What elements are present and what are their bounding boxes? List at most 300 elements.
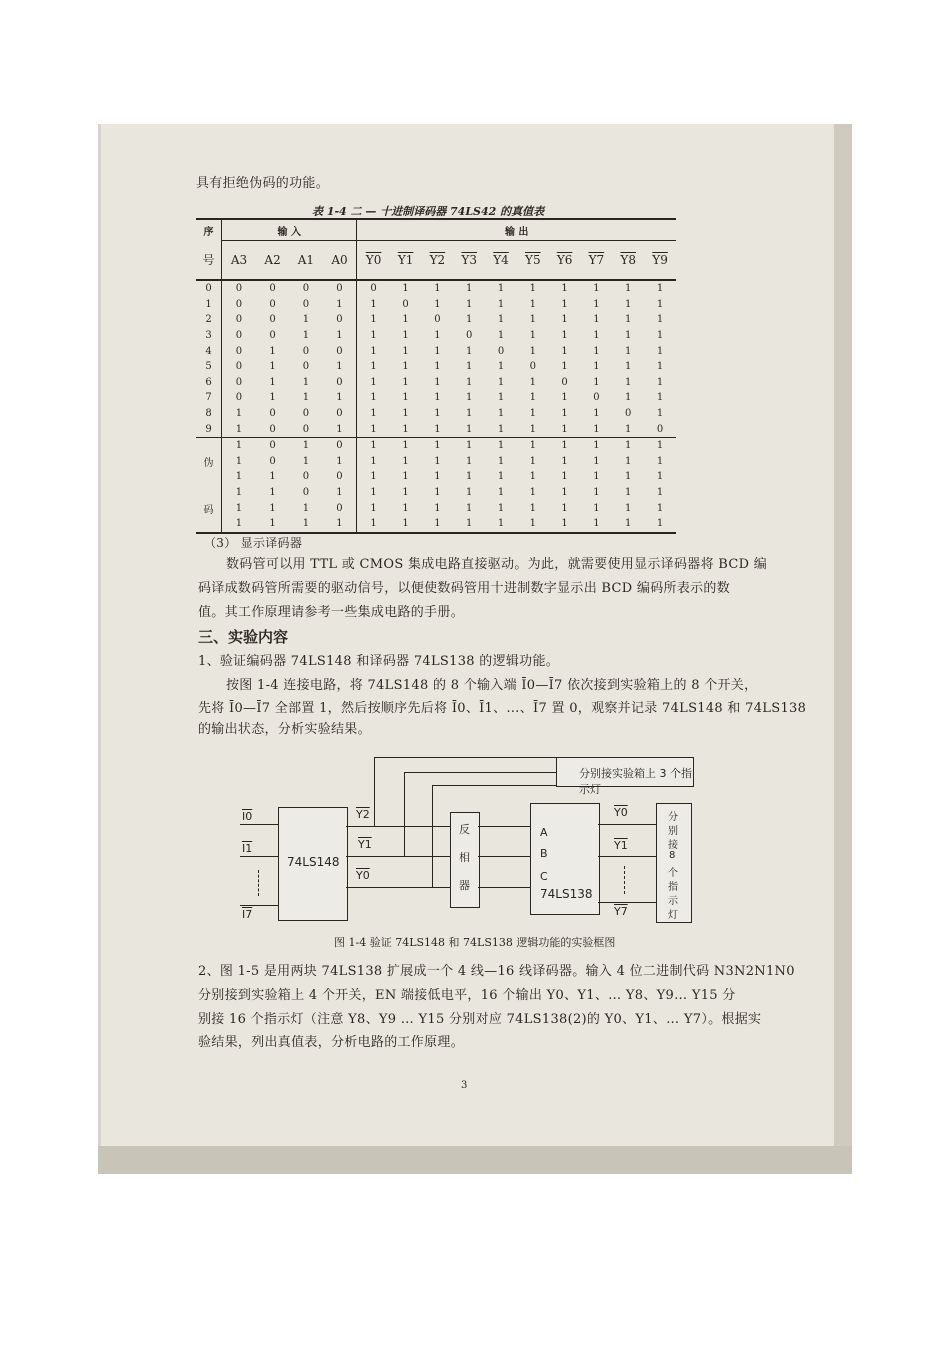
output-cell: 1 — [434, 283, 441, 295]
output-cell: 1 — [370, 487, 377, 499]
wire-top-2 — [404, 772, 556, 773]
output-col-header: Y6 — [556, 253, 573, 267]
output-cell: 1 — [656, 298, 664, 310]
output-cell: 1 — [561, 345, 568, 357]
scan-bottom-strip — [98, 1146, 852, 1174]
para3-line3: 别接 16 个指示灯（注意 Y8、Y9 … Y15 分别对应 74LS138(2)的 Y0、Y1、… Y7）。根据实 — [198, 1012, 762, 1027]
seq-cell-empty — [196, 485, 222, 501]
output-cell: 1 — [370, 361, 377, 373]
output-cell: 1 — [593, 361, 600, 373]
pseudo-row — [196, 454, 676, 470]
seq-cell: 7 — [196, 390, 222, 406]
output-cell: 1 — [593, 471, 600, 483]
output-cell: 1 — [529, 518, 536, 530]
table-row — [196, 343, 676, 359]
output-cell: 1 — [625, 330, 632, 342]
output-cell: 1 — [402, 283, 409, 295]
input-cell: 0 — [235, 314, 243, 326]
output-cell: 1 — [593, 487, 600, 499]
output-cell: 1 — [656, 487, 664, 499]
wire-y1 — [346, 856, 450, 857]
output-cell: 1 — [529, 345, 536, 357]
output-cell: 1 — [625, 345, 632, 357]
output-cell: 1 — [497, 440, 505, 452]
input-cell: 0 — [269, 423, 276, 435]
output-cell: 1 — [466, 440, 473, 452]
wire-up-y0 — [432, 785, 433, 887]
output-cell: 1 — [561, 283, 568, 295]
output-cell: 1 — [625, 518, 632, 530]
wire-i0 — [240, 824, 278, 825]
seq-cell: 2 — [196, 312, 222, 328]
output-cell: 0 — [402, 298, 409, 310]
output-cell: 1 — [434, 487, 441, 499]
input-cell: 1 — [269, 487, 276, 499]
output-col-header: Y0 — [365, 253, 382, 267]
output-cell: 1 — [434, 392, 441, 404]
label-dec-y1: Y1 — [614, 839, 628, 852]
output-col-header: Y9 — [652, 253, 668, 267]
input-cell: 1 — [323, 359, 357, 375]
input-cell: 1 — [235, 423, 243, 435]
inverter-box — [450, 812, 480, 908]
output-cell: 1 — [625, 502, 632, 514]
input-cell: 0 — [302, 283, 310, 295]
table-row — [196, 390, 676, 406]
output-cell: 1 — [370, 502, 377, 514]
output-cell: 1 — [402, 330, 409, 342]
para2-line3: 的输出状态，分析实验结果。 — [198, 722, 371, 737]
input-cell: 0 — [269, 330, 276, 342]
output-cell: 1 — [561, 518, 568, 530]
output-cell: 1 — [497, 330, 505, 342]
output-cell: 1 — [593, 518, 600, 530]
output-cell: 1 — [466, 502, 473, 514]
output-cell: 1 — [402, 408, 409, 420]
input-cell: 0 — [323, 469, 357, 485]
input-cell: 1 — [235, 518, 243, 530]
seq-cell: 4 — [196, 343, 222, 359]
output-cell: 1 — [434, 408, 441, 420]
indicator-8-char-7: 示 — [668, 896, 678, 907]
output-cell: 1 — [656, 314, 664, 326]
output-cell: 1 — [593, 502, 600, 514]
output-cell: 1 — [593, 376, 600, 388]
input-cell: 1 — [302, 392, 310, 404]
output-cell: 1 — [625, 440, 632, 452]
input-cell: 0 — [302, 487, 310, 499]
input-cell: 1 — [323, 454, 357, 470]
output-col-header: Y2 — [429, 253, 446, 267]
output-cell: 1 — [561, 330, 568, 342]
input-cell: 0 — [323, 280, 357, 297]
output-cell: 1 — [656, 376, 664, 388]
wire-a — [478, 826, 530, 827]
output-cell: 1 — [434, 298, 441, 310]
output-cell: 1 — [625, 423, 632, 435]
input-cell: 1 — [269, 502, 276, 514]
label-i1: I1 — [242, 842, 253, 855]
output-cell: 1 — [370, 455, 377, 467]
output-cell: 1 — [497, 392, 505, 404]
wire-dec-y0 — [598, 824, 656, 825]
output-cell: 1 — [593, 440, 600, 452]
output-cell: 1 — [434, 471, 441, 483]
output-cell: 1 — [625, 361, 632, 373]
input-cell: 1 — [269, 392, 276, 404]
output-cell: 1 — [402, 471, 409, 483]
seq-cell: 1 — [196, 297, 222, 313]
output-cell: 1 — [625, 487, 632, 499]
output-cell: 1 — [370, 408, 377, 420]
output-cell: 1 — [593, 298, 600, 310]
table-row — [196, 406, 676, 422]
table-row — [196, 297, 676, 313]
input-cell: 1 — [302, 440, 310, 452]
input-col-header: A2 — [264, 253, 281, 267]
output-cell: 0 — [656, 423, 664, 435]
input-col-header: A0 — [323, 241, 357, 281]
wire-y0 — [346, 887, 450, 888]
output-cell: 1 — [593, 330, 600, 342]
output-cell: 1 — [529, 314, 536, 326]
output-cell: 1 — [593, 423, 600, 435]
indicator-3-label: 分别接实验箱上 3 个指示灯 — [579, 767, 692, 796]
output-cell: 1 — [370, 423, 377, 435]
figure-caption: 图 1-4 验证 74LS148 和 74LS138 逻辑功能的实验框图 — [334, 936, 616, 949]
table-row — [196, 280, 676, 297]
output-cell: 1 — [561, 298, 568, 310]
page-number: 3 — [461, 1080, 468, 1091]
input-cell: 0 — [302, 345, 310, 357]
output-cell: 1 — [593, 455, 600, 467]
output-cell: 1 — [497, 283, 505, 295]
output-cell: 1 — [402, 487, 409, 499]
input-cell: 1 — [235, 502, 243, 514]
output-cell: 1 — [656, 455, 664, 467]
input-cell: 0 — [323, 406, 357, 422]
output-cell: 1 — [656, 330, 664, 342]
output-cell: 1 — [402, 455, 409, 467]
input-cell: 0 — [235, 298, 243, 310]
input-cell: 0 — [302, 298, 310, 310]
output-cell: 1 — [466, 314, 473, 326]
input-cell: 0 — [323, 375, 357, 391]
output-cell: 1 — [466, 471, 473, 483]
output-cell: 1 — [497, 471, 505, 483]
output-cell: 1 — [466, 408, 473, 420]
input-cell: 0 — [235, 330, 243, 342]
output-cell: 1 — [656, 345, 664, 357]
output-cell: 1 — [370, 392, 377, 404]
output-cell: 0 — [466, 330, 473, 342]
output-cell: 1 — [370, 330, 377, 342]
input-cell: 1 — [235, 455, 243, 467]
para1-line1: 数码管可以用 TTL 或 CMOS 集成电路直接驱动。为此，就需要使用显示译码器将 BCD 编 — [226, 557, 768, 572]
top-text: 具有拒绝伪码的功能。 — [196, 176, 330, 191]
output-cell: 1 — [466, 376, 473, 388]
input-cell: 0 — [323, 343, 357, 359]
wire-i1 — [240, 856, 278, 857]
indicator-8-char-3: 接 — [668, 840, 678, 851]
output-cell: 1 — [434, 330, 441, 342]
inverter-char-1: 反 — [459, 823, 470, 836]
encoder-label: 74LS148 — [287, 855, 340, 869]
output-cell: 1 — [561, 502, 568, 514]
output-cell: 1 — [402, 361, 409, 373]
seq-cell: 5 — [196, 359, 222, 375]
output-cell: 1 — [561, 361, 568, 373]
output-cell: 1 — [497, 502, 505, 514]
decoder-pin-a: A — [540, 826, 548, 839]
output-cell: 1 — [593, 283, 600, 295]
output-cell: 1 — [497, 298, 505, 310]
seq-cell: 8 — [196, 406, 222, 422]
input-cell: 0 — [269, 298, 276, 310]
output-cell: 1 — [529, 440, 536, 452]
output-cell: 1 — [529, 455, 536, 467]
input-cell: 0 — [269, 408, 276, 420]
output-cell: 1 — [466, 518, 473, 530]
output-cell: 1 — [625, 392, 632, 404]
input-cell: 1 — [269, 345, 276, 357]
output-cell: 1 — [625, 283, 632, 295]
input-cell: 1 — [323, 328, 357, 344]
pseudo-row — [196, 485, 676, 501]
input-cell: 0 — [269, 455, 276, 467]
output-cell: 1 — [466, 392, 473, 404]
output-cell: 1 — [402, 423, 409, 435]
output-cell: 1 — [625, 314, 632, 326]
label-i0: I0 — [242, 810, 253, 823]
output-cell: 1 — [466, 361, 473, 373]
input-cell: 1 — [323, 485, 357, 501]
output-cell: 1 — [497, 487, 505, 499]
table-row — [196, 328, 676, 344]
input-cell: 1 — [269, 518, 276, 530]
output-cell: 1 — [497, 518, 505, 530]
output-cell: 1 — [593, 408, 600, 420]
output-header: 输 出 — [357, 219, 676, 241]
input-cell: 1 — [302, 330, 310, 342]
input-cell: 0 — [235, 283, 243, 295]
output-cell: 1 — [402, 376, 409, 388]
wire-y2 — [346, 826, 450, 827]
para3-line2: 分别接到实验箱上 4 个开关，EN 端接低电平，16 个输出 Y0、Y1、… Y8、Y9… Y15 分 — [198, 988, 736, 1003]
output-cell: 1 — [656, 283, 664, 295]
section-heading: 三、实验内容 — [198, 628, 289, 646]
table-row — [196, 312, 676, 328]
output-col-header: Y7 — [588, 253, 605, 267]
wire-dots-in — [258, 870, 260, 896]
output-cell: 1 — [497, 455, 505, 467]
truth-table — [196, 218, 676, 534]
input-cell: 1 — [235, 440, 243, 452]
output-cell: 1 — [497, 314, 505, 326]
output-cell: 1 — [625, 471, 632, 483]
pseudo-row — [196, 437, 676, 453]
output-cell: 1 — [434, 361, 441, 373]
indicator-3-box — [556, 757, 694, 796]
output-cell: 1 — [434, 518, 441, 530]
input-cell: 1 — [269, 471, 276, 483]
input-cell: 1 — [302, 518, 310, 530]
wire-dots-out — [624, 866, 626, 894]
section-3-title: （3） 显示译码器 — [204, 536, 303, 550]
output-cell: 1 — [561, 471, 568, 483]
indicator-8-char-5: 个 — [668, 868, 678, 879]
output-cell: 1 — [402, 345, 409, 357]
indicator-8-char-1: 分 — [668, 812, 678, 823]
output-cell: 0 — [625, 408, 632, 420]
output-cell: 1 — [466, 345, 473, 357]
label-i7: I7 — [242, 908, 253, 921]
output-col-header: Y8 — [620, 253, 636, 267]
table-title: 表 1-4 二 — 十进制译码器 74LS42 的真值表 — [312, 205, 545, 218]
output-cell: 1 — [370, 518, 377, 530]
output-cell: 1 — [529, 298, 536, 310]
input-header: 输 入 — [222, 219, 357, 241]
output-cell: 1 — [497, 423, 505, 435]
input-cell: 1 — [235, 471, 243, 483]
indicator-8-char-2: 别 — [668, 826, 678, 837]
inverter-char-3: 器 — [459, 879, 470, 892]
output-cell: 0 — [529, 361, 536, 373]
input-cell: 0 — [323, 500, 357, 516]
output-cell: 0 — [593, 392, 600, 404]
label-dec-y0: Y0 — [614, 806, 628, 819]
wire-top-1 — [374, 757, 556, 758]
indicator-8-char-8: 灯 — [668, 910, 678, 921]
pseudo-label-2: 码 — [196, 500, 222, 516]
output-cell: 1 — [466, 283, 473, 295]
output-cell: 1 — [434, 376, 441, 388]
output-cell: 1 — [656, 440, 664, 452]
output-cell: 1 — [656, 392, 664, 404]
para1-line3: 值。其工作原理请参考一些集成电路的手册。 — [198, 605, 465, 620]
seq-cell: 3 — [196, 328, 222, 344]
input-cell: 0 — [323, 437, 357, 453]
label-dec-y7: Y7 — [614, 905, 628, 918]
input-cell: 0 — [235, 361, 243, 373]
input-cell: 1 — [323, 390, 357, 406]
seq-header: 序 — [196, 219, 222, 241]
output-cell: 1 — [466, 423, 473, 435]
output-cell: 1 — [497, 376, 505, 388]
output-cell: 1 — [529, 283, 536, 295]
output-cell: 1 — [370, 345, 377, 357]
output-cell: 1 — [434, 455, 441, 467]
input-cell: 0 — [235, 392, 243, 404]
para3-line4: 验结果，列出真值表，分析电路的工作原理。 — [198, 1035, 465, 1050]
output-cell: 0 — [370, 283, 377, 295]
input-cell: 1 — [302, 502, 310, 514]
input-cell: 1 — [302, 455, 310, 467]
output-cell: 1 — [529, 471, 536, 483]
output-cell: 1 — [561, 314, 568, 326]
output-cell: 1 — [593, 345, 600, 357]
output-cell: 1 — [497, 361, 505, 373]
output-cell: 1 — [529, 502, 536, 514]
pseudo-label-1: 伪 — [196, 454, 222, 470]
output-cell: 1 — [561, 392, 568, 404]
seq-cell: 0 — [196, 280, 222, 297]
output-cell: 1 — [370, 314, 377, 326]
wire-up-y2 — [374, 757, 375, 826]
output-cell: 1 — [402, 440, 409, 452]
output-cell: 1 — [529, 487, 536, 499]
output-cell: 1 — [402, 392, 409, 404]
indicator-8-char-4: 8 — [669, 850, 676, 861]
output-cell: 0 — [497, 345, 505, 357]
output-cell: 1 — [656, 471, 664, 483]
input-cell: 1 — [302, 376, 310, 388]
table-row — [196, 375, 676, 391]
input-cell: 0 — [302, 471, 310, 483]
wire-dec-y7 — [598, 902, 656, 903]
input-cell: 1 — [269, 361, 276, 373]
wire-c — [478, 887, 530, 888]
item-1: 1、验证编码器 74LS148 和译码器 74LS138 的逻辑功能。 — [198, 654, 560, 669]
label-enc-y2: Y2 — [356, 808, 370, 821]
seq-cell: 6 — [196, 375, 222, 391]
para3-line1: 2、图 1-5 是用两块 74LS138 扩展成一个 4 线—16 线译码器。输入 4 位二进制代码 N3N2N1N0 — [198, 964, 795, 979]
output-cell: 1 — [625, 298, 632, 310]
output-cell: 1 — [625, 376, 632, 388]
decoder-pin-c: C — [540, 870, 548, 883]
para1-line2: 码译成数码管所需要的驱动信号，以便使数码管用十进制数字显示出 BCD 编码所表示的数 — [198, 581, 731, 596]
output-col-header: Y4 — [493, 253, 509, 267]
input-cell: 0 — [269, 440, 276, 452]
output-cell: 1 — [370, 298, 377, 310]
output-cell: 1 — [370, 376, 377, 388]
input-cell: 1 — [269, 376, 276, 388]
input-cell: 1 — [323, 421, 357, 437]
wire-up-y1 — [404, 772, 405, 856]
seq-cell-empty — [196, 469, 222, 485]
encoder-74ls148 — [278, 807, 348, 921]
input-cell: 0 — [235, 376, 243, 388]
indicator-8-char-6: 指 — [668, 882, 678, 893]
output-col-header: Y3 — [461, 253, 477, 267]
input-cell: 0 — [323, 312, 357, 328]
output-cell: 1 — [561, 423, 568, 435]
output-cell: 1 — [434, 345, 441, 357]
output-cell: 1 — [434, 440, 441, 452]
output-cell: 1 — [625, 455, 632, 467]
output-cell: 1 — [529, 376, 536, 388]
input-col-header: A3 — [230, 253, 248, 267]
output-cell: 1 — [529, 392, 536, 404]
output-cell: 1 — [529, 423, 536, 435]
output-cell: 1 — [561, 455, 568, 467]
output-cell: 1 — [593, 314, 600, 326]
input-cell: 1 — [235, 408, 243, 420]
output-cell: 1 — [370, 440, 377, 452]
para2-line1: 按图 1-4 连接电路，将 74LS148 的 8 个输入端 Ī0—Ī7 依次接到实验箱上的 8 个开关， — [226, 678, 758, 693]
input-cell: 0 — [269, 314, 276, 326]
para2-line2: 先将 Ī0—Ī7 全部置 1，然后按顺序先后将 Ī0、Ī1、…、Ī7 置 0，观察并记录 74LS148 和 74LS138 — [198, 701, 807, 716]
output-cell: 1 — [402, 314, 409, 326]
output-col-header: Y1 — [397, 253, 414, 267]
label-enc-y0: Y0 — [356, 869, 370, 882]
input-col-header: A1 — [297, 253, 315, 267]
label-enc-y1: Y1 — [358, 838, 372, 851]
output-cell: 1 — [402, 502, 409, 514]
table-row — [196, 359, 676, 375]
input-cell: 0 — [302, 408, 310, 420]
output-cell: 1 — [370, 471, 377, 483]
